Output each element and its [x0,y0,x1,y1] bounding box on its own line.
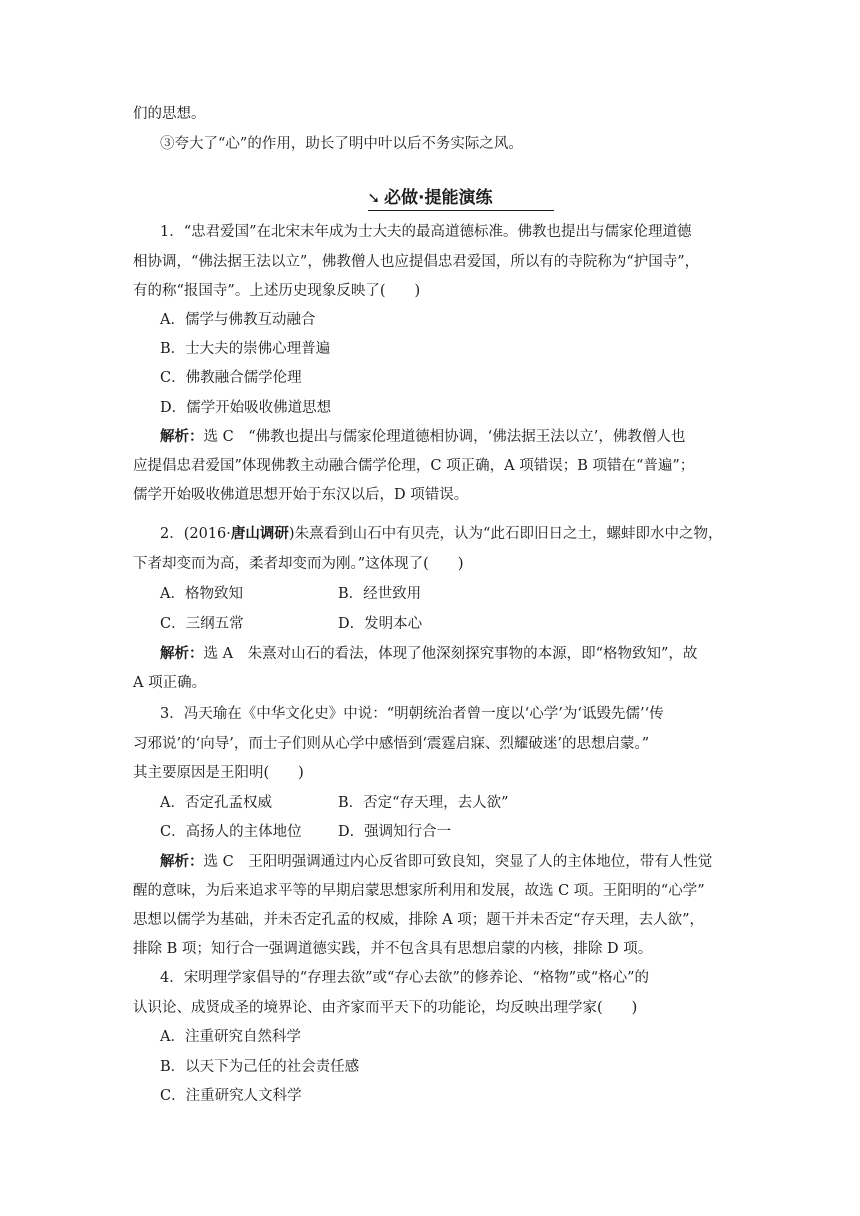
q2-analysis-line-1: 解析：选 A 朱熹对山石的看法，体现了他深刻探究事物的本源，即“格物致知”，故 [160,646,698,662]
q1-stem-line-3: 有的称“报国寺”。上述历史现象反映了( ) [133,283,421,299]
q2-option-b: B．经世致用 [338,586,422,602]
intro-line-2: ③夸大了“心”的作用，助长了明中叶以后不务实际之风。 [160,136,523,152]
q1-analysis-line-1: 解析：选 C “佛教也提出与儒家伦理道德相协调，‘佛法据王法以立’，佛教僧人也 [160,429,686,445]
q4-option-a: A．注重研究自然科学 [160,1029,301,1045]
q1-option-d: D．儒学开始吸收佛道思想 [160,400,332,416]
q4-stem-line-2: 认识论、成贤成圣的境界论、由齐家而平天下的功能论，均反映出理学家( ) [133,1000,638,1016]
section-underline [368,210,554,211]
q2-option-d: D．发明本心 [338,616,423,632]
intro-line-1: 们的思想。 [133,106,206,122]
q4-option-c: C．注重研究人文科学 [160,1088,302,1104]
q2-stem-line-1: 2．(2016·唐山调研)朱熹看到山石中有贝壳，认为“此石即旧日之土，螺蚌即水中之物， [160,526,723,542]
q1-option-c: C．佛教融合儒学伦理 [160,370,302,386]
q2-stem-line-2: 下者却变而为高，柔者却变而为刚。”这体现了( ) [133,556,464,572]
q3-option-a: A．否定孔孟权威 [160,795,272,811]
q3-option-b: B．否定“存天理，去人欲” [338,795,509,811]
q4-option-b: B．以天下为己任的社会责任感 [160,1059,360,1075]
q1-analysis-line-3: 儒学开始吸收佛道思想开始于东汉以后，D 项错误。 [133,487,469,503]
q3-option-c: C．高扬人的主体地位 [160,824,302,840]
q2-source: 唐山调研 [230,526,289,542]
analysis-label: 解析： [160,854,204,870]
q3-analysis-line-2: 醒的意味，为后来追求平等的早期启蒙思想家所利用和发展，故选 C 项。王阳明的“心学” [133,883,705,899]
q2-option-c: C．三纲五常 [160,616,244,632]
section-title: 必做·提能演练 [384,188,493,208]
q2-analysis-line-2: A 项正确。 [133,675,207,691]
q1-stem-line-1: 1．“忠君爱国”在北宋末年成为士大夫的最高道德标准。佛教也提出与儒家伦理道德 [160,224,692,240]
q3-option-d: D．强调知行合一 [338,824,452,840]
q2-option-a: A．格物致知 [160,586,243,602]
q4-stem-line-1: 4．宋明理学家倡导的“存理去欲”或“存心去欲”的修养论、“格物”或“格心”的 [160,970,650,986]
section-heading [0,186,860,210]
q2-options-row-1 [160,584,243,604]
q3-stem-line-1: 3．冯天瑜在《中华文化史》中说：“明朝统治者曾一度以‘心学’为‘诋毁先儒’‘传 [160,706,664,722]
q3-analysis-line-3: 思想以儒学为基础，并未否定孔孟的权威，排除 A 项；题干并未否定“存天理，去人欲”， [133,912,705,928]
q3-analysis-line-4: 排除 B 项；知行合一强调道德实践，并不包含具有思想启蒙的内核，排除 D 项。 [133,941,653,957]
q1-option-b: B．士大夫的崇佛心理普遍 [160,341,331,357]
q1-analysis-line-2: 应提倡忠君爱国”体现佛教主动融合儒学伦理，C 项正确，A 项错误；B 项错在“普遍”； [133,458,695,474]
arrow-down-right-icon: ➘ [367,189,381,207]
q3-analysis-line-1: 解析：选 C 王阳明强调通过内心反省即可致良知，突显了人的主体地位，带有人性觉 [160,854,713,870]
q3-stem-line-3: 其主要原因是王阳明( ) [133,765,304,781]
q1-stem-line-2: 相协调，“佛法据王法以立”，佛教僧人也应提倡忠君爱国，所以有的寺院称为“护国寺”， [133,254,700,270]
q1-option-a: A．儒学与佛教互动融合 [160,312,316,328]
analysis-label: 解析： [160,646,204,662]
q3-stem-line-2: 习邪说’的‘向导’，而士子们则从心学中感悟到‘震霆启寐、烈耀破迷’的思想启蒙。” [133,736,650,752]
analysis-label: 解析： [160,429,204,445]
